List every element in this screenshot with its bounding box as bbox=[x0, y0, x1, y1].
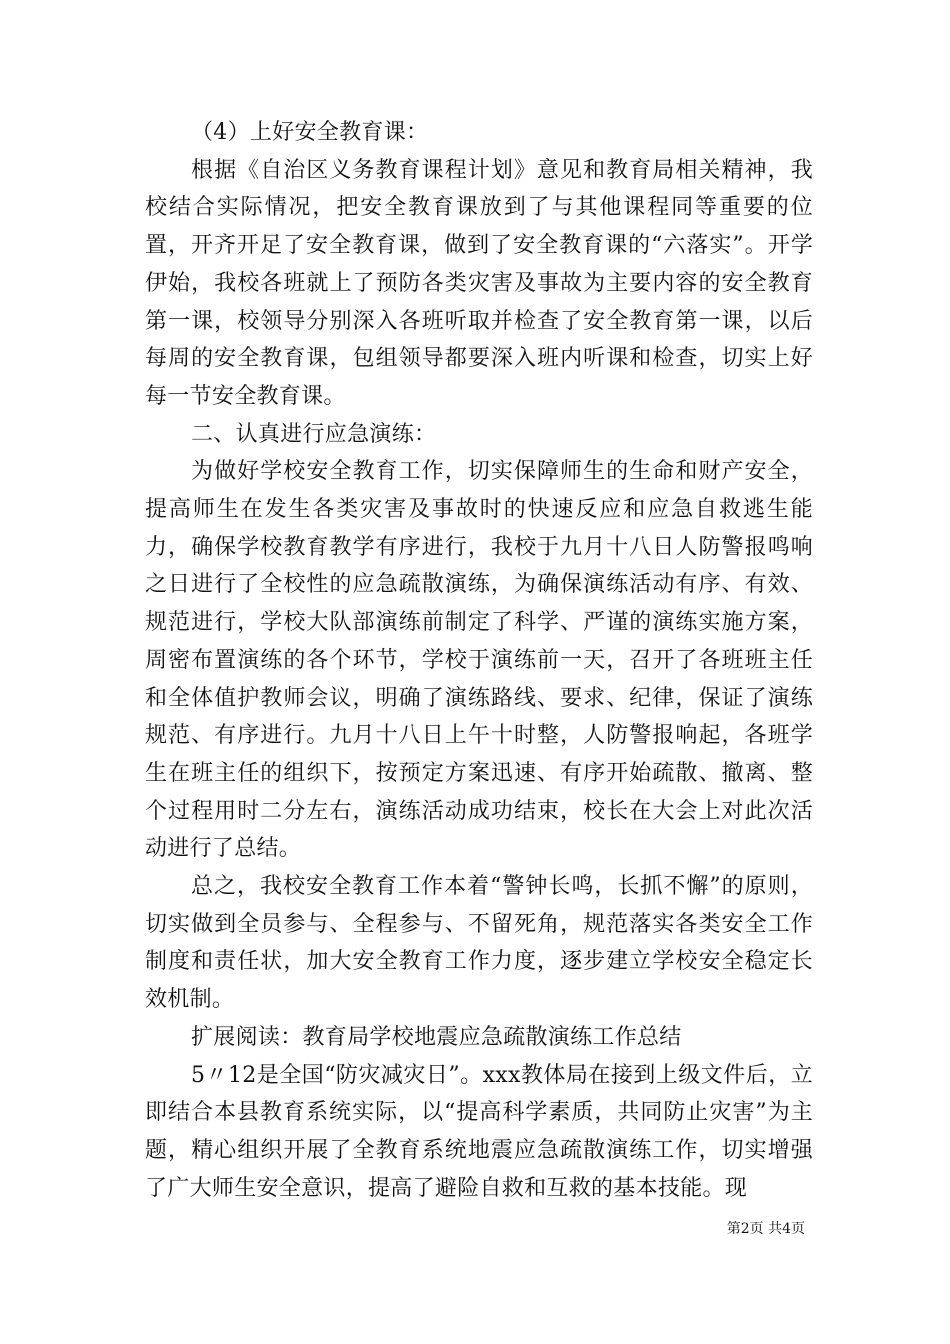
section-2-heading: 二、认真进行应急演练： bbox=[191, 421, 437, 447]
section-4-heading: （4）上好安全教育课： bbox=[191, 120, 429, 145]
page-number-footer: 第2页 共4页 bbox=[726, 1221, 805, 1237]
paragraph-summary: 总之，我校安全教育工作本着“警钟长鸣，长抓不懈”的原则，切实做到全员参与、全程参与、不留死角，规范落实各类安全工作制度和责任状，加大安全教育工作力度，逐步建立学校安全稳定长效机制。 bbox=[145, 874, 813, 1013]
paragraph-emergency-drill: 为做好学校安全教育工作，切实保障师生的生命和财产安全，提高师生在发生各类灾害及事故时的快速反应和应急自救逃生能力，确保学校教育教学有序进行，我校于九月十八日人防警报鸣响之日进行了全校性的应急疏散演练，为确保演练活动有序、有效、规范进行，学校大队部演练前制定了科学、严谨的演练实施方案，周密布置演练的各个环节，学校于演练前一天，召开了各班班主任和全体值护教师会议，明确了演练路线、要求、纪律，保证了演练规范、有序进行。九月十八日上午十时整，人防警报响起，各班学生在班主任的组织下，按预定方案迅速、有序开始疏散、撤离、整个过程用时二分左右，演练活动成功结束，校长在大会上对此次活动进行了总结。 bbox=[145, 459, 813, 862]
document-body bbox=[145, 114, 813, 1207]
paragraph-earthquake-drill: 5〃12是全国“防灾减灾日”。xxx教体局在接到上级文件后，立即结合本县教育系统实际，以“提高科学素质，共同防止灾害”为主题，精心组织开展了全教育系统地震应急疏散演练工作，切实增强了广大师生安全意识，提高了避险自救和互救的基本技能。现 bbox=[145, 1062, 813, 1201]
paragraph-safety-course: 根据《自治区义务教育课程计划》意见和教育局相关精神，我校结合实际情况，把安全教育课放到了与其他课程同等重要的位置，开齐开足了安全教育课，做到了安全教育课的“六落实”。开学伊始，我校各班就上了预防各类灾害及事故为主要内容的安全教育第一课，校领导分别深入各班听取并检查了安全教育第一课，以后每周的安全教育课，包组领导都要深入班内听课和检查，切实上好每一节安全教育课。 bbox=[145, 157, 813, 409]
extended-reading-heading: 扩展阅读：教育局学校地震应急疏散演练工作总结 bbox=[191, 1024, 682, 1050]
